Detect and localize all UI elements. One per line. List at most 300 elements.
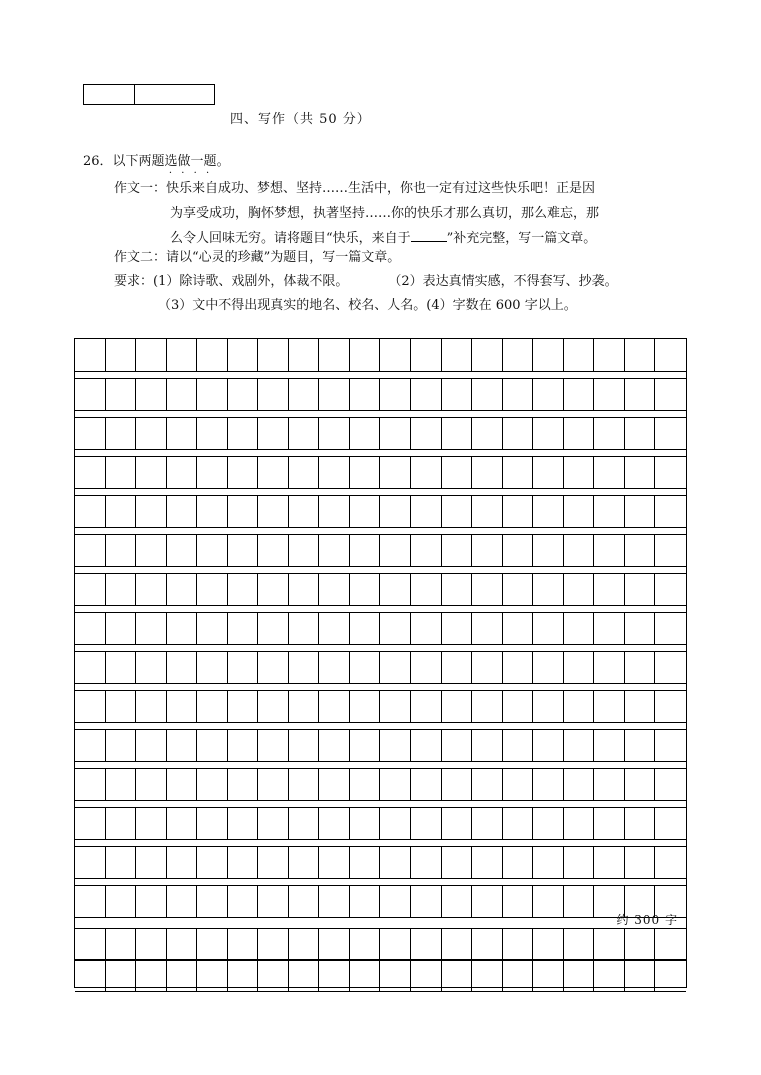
grid-cell[interactable] xyxy=(197,729,228,761)
grid-cell[interactable] xyxy=(411,417,442,449)
grid-cell[interactable] xyxy=(197,495,228,527)
grid-cell[interactable] xyxy=(75,573,106,605)
grid-cell[interactable] xyxy=(350,573,381,605)
grid-cell[interactable] xyxy=(106,729,137,761)
grid-cell[interactable] xyxy=(564,417,595,449)
grid-cell[interactable] xyxy=(350,534,381,566)
grid-cell[interactable] xyxy=(380,417,411,449)
grid-cell[interactable] xyxy=(289,959,320,991)
grid-cell[interactable] xyxy=(167,495,198,527)
grid-cell[interactable] xyxy=(411,495,442,527)
grid-cell[interactable] xyxy=(228,612,259,644)
grid-cell[interactable] xyxy=(564,885,595,917)
grid-cell[interactable] xyxy=(442,378,473,410)
grid-cell[interactable] xyxy=(533,846,564,878)
grid-cell[interactable] xyxy=(319,378,350,410)
grid-cell[interactable] xyxy=(350,928,381,960)
grid-cell[interactable] xyxy=(594,378,625,410)
grid-cell[interactable] xyxy=(258,495,289,527)
grid-cell[interactable] xyxy=(289,729,320,761)
grid-cell[interactable] xyxy=(625,417,656,449)
grid-cell[interactable] xyxy=(136,378,167,410)
grid-cell[interactable] xyxy=(472,690,503,722)
grid-cell[interactable] xyxy=(106,495,137,527)
grid-cell[interactable] xyxy=(75,378,106,410)
grid-cell[interactable] xyxy=(106,807,137,839)
grid-cell[interactable] xyxy=(350,768,381,800)
grid-cell[interactable] xyxy=(136,928,167,960)
grid-cell[interactable] xyxy=(289,768,320,800)
grid-cell[interactable] xyxy=(75,339,106,371)
grid-cell[interactable] xyxy=(197,417,228,449)
grid-cell[interactable] xyxy=(258,959,289,991)
grid-cell[interactable] xyxy=(625,768,656,800)
grid-cell[interactable] xyxy=(411,534,442,566)
grid-cell[interactable] xyxy=(197,690,228,722)
grid-cell[interactable] xyxy=(503,495,534,527)
grid-cell[interactable] xyxy=(289,378,320,410)
grid-cell[interactable] xyxy=(380,959,411,991)
grid-cell[interactable] xyxy=(350,378,381,410)
grid-cell[interactable] xyxy=(594,768,625,800)
grid-cell[interactable] xyxy=(106,928,137,960)
grid-cell[interactable] xyxy=(75,846,106,878)
grid-cell[interactable] xyxy=(625,928,656,960)
grid-cell[interactable] xyxy=(167,885,198,917)
grid-cell[interactable] xyxy=(503,846,534,878)
grid-cell[interactable] xyxy=(503,768,534,800)
grid-cell[interactable] xyxy=(472,573,503,605)
grid-cell[interactable] xyxy=(503,959,534,991)
grid-cell[interactable] xyxy=(380,690,411,722)
grid-cell[interactable] xyxy=(136,846,167,878)
grid-cell[interactable] xyxy=(655,534,686,566)
grid-cell[interactable] xyxy=(503,339,534,371)
grid-cell[interactable] xyxy=(380,807,411,839)
grid-cell[interactable] xyxy=(350,807,381,839)
grid-cell[interactable] xyxy=(167,846,198,878)
grid-cell[interactable] xyxy=(228,885,259,917)
grid-cell[interactable] xyxy=(503,690,534,722)
grid-cell[interactable] xyxy=(533,885,564,917)
grid-cell[interactable] xyxy=(228,928,259,960)
grid-cell[interactable] xyxy=(350,846,381,878)
grid-cell[interactable] xyxy=(503,729,534,761)
grid-cell[interactable] xyxy=(228,959,259,991)
grid-cell[interactable] xyxy=(380,456,411,488)
grid-cell[interactable] xyxy=(472,807,503,839)
grid-cell[interactable] xyxy=(442,417,473,449)
grid-cell[interactable] xyxy=(655,959,686,991)
grid-cell[interactable] xyxy=(533,456,564,488)
grid-cell[interactable] xyxy=(411,807,442,839)
grid-cell[interactable] xyxy=(533,573,564,605)
grid-cell[interactable] xyxy=(594,612,625,644)
grid-cell[interactable] xyxy=(197,534,228,566)
grid-cell[interactable] xyxy=(197,807,228,839)
grid-cell[interactable] xyxy=(75,612,106,644)
grid-cell[interactable] xyxy=(319,456,350,488)
grid-cell[interactable] xyxy=(533,807,564,839)
grid-cell[interactable] xyxy=(564,651,595,683)
grid-cell[interactable] xyxy=(350,417,381,449)
grid-cell[interactable] xyxy=(289,928,320,960)
grid-cell[interactable] xyxy=(167,768,198,800)
grid-cell[interactable] xyxy=(197,456,228,488)
grid-cell[interactable] xyxy=(594,729,625,761)
grid-cell[interactable] xyxy=(228,378,259,410)
grid-cell[interactable] xyxy=(319,651,350,683)
grid-cell[interactable] xyxy=(289,885,320,917)
grid-cell[interactable] xyxy=(106,417,137,449)
grid-cell[interactable] xyxy=(197,651,228,683)
grid-cell[interactable] xyxy=(136,885,167,917)
grid-cell[interactable] xyxy=(655,729,686,761)
grid-cell[interactable] xyxy=(472,534,503,566)
grid-cell[interactable] xyxy=(411,885,442,917)
grid-cell[interactable] xyxy=(655,846,686,878)
grid-cell[interactable] xyxy=(350,456,381,488)
grid-cell[interactable] xyxy=(197,959,228,991)
grid-cell[interactable] xyxy=(136,612,167,644)
grid-cell[interactable] xyxy=(442,612,473,644)
grid-cell[interactable] xyxy=(625,495,656,527)
grid-cell[interactable] xyxy=(503,378,534,410)
grid-cell[interactable] xyxy=(564,928,595,960)
grid-cell[interactable] xyxy=(197,928,228,960)
grid-cell[interactable] xyxy=(442,651,473,683)
grid-cell[interactable] xyxy=(625,690,656,722)
grid-cell[interactable] xyxy=(472,959,503,991)
grid-cell[interactable] xyxy=(533,729,564,761)
grid-cell[interactable] xyxy=(319,768,350,800)
grid-cell[interactable] xyxy=(564,495,595,527)
grid-cell[interactable] xyxy=(564,959,595,991)
grid-cell[interactable] xyxy=(503,928,534,960)
grid-cell[interactable] xyxy=(472,768,503,800)
grid-cell[interactable] xyxy=(228,651,259,683)
grid-cell[interactable] xyxy=(533,378,564,410)
grid-cell[interactable] xyxy=(380,612,411,644)
grid-cell[interactable] xyxy=(319,729,350,761)
grid-cell[interactable] xyxy=(106,885,137,917)
grid-cell[interactable] xyxy=(167,456,198,488)
grid-cell[interactable] xyxy=(319,495,350,527)
grid-cell[interactable] xyxy=(136,768,167,800)
grid-cell[interactable] xyxy=(319,807,350,839)
grid-cell[interactable] xyxy=(167,928,198,960)
grid-cell[interactable] xyxy=(350,339,381,371)
grid-cell[interactable] xyxy=(167,573,198,605)
grid-cell[interactable] xyxy=(533,495,564,527)
grid-cell[interactable] xyxy=(289,846,320,878)
grid-cell[interactable] xyxy=(289,807,320,839)
grid-cell[interactable] xyxy=(136,729,167,761)
grid-cell[interactable] xyxy=(197,339,228,371)
grid-cell[interactable] xyxy=(442,959,473,991)
grid-cell[interactable] xyxy=(503,651,534,683)
grid-cell[interactable] xyxy=(197,573,228,605)
grid-cell[interactable] xyxy=(167,651,198,683)
grid-cell[interactable] xyxy=(380,339,411,371)
grid-cell[interactable] xyxy=(380,928,411,960)
grid-cell[interactable] xyxy=(228,768,259,800)
grid-cell[interactable] xyxy=(503,885,534,917)
grid-cell[interactable] xyxy=(411,378,442,410)
grid-cell[interactable] xyxy=(289,495,320,527)
grid-cell[interactable] xyxy=(564,612,595,644)
grid-cell[interactable] xyxy=(258,456,289,488)
grid-cell[interactable] xyxy=(533,690,564,722)
grid-cell[interactable] xyxy=(136,573,167,605)
grid-cell[interactable] xyxy=(472,651,503,683)
grid-cell[interactable] xyxy=(319,339,350,371)
grid-cell[interactable] xyxy=(136,807,167,839)
grid-cell[interactable] xyxy=(228,456,259,488)
grid-cell[interactable] xyxy=(442,846,473,878)
grid-cell[interactable] xyxy=(380,768,411,800)
grid-cell[interactable] xyxy=(625,651,656,683)
grid-cell[interactable] xyxy=(258,339,289,371)
grid-cell[interactable] xyxy=(258,612,289,644)
grid-cell[interactable] xyxy=(442,456,473,488)
grid-cell[interactable] xyxy=(411,959,442,991)
grid-cell[interactable] xyxy=(594,534,625,566)
grid-cell[interactable] xyxy=(75,885,106,917)
grid-cell[interactable] xyxy=(319,573,350,605)
grid-cell[interactable] xyxy=(442,768,473,800)
grid-cell[interactable] xyxy=(106,651,137,683)
grid-cell[interactable] xyxy=(655,651,686,683)
grid-cell[interactable] xyxy=(503,534,534,566)
grid-cell[interactable] xyxy=(228,417,259,449)
grid-cell[interactable] xyxy=(319,959,350,991)
grid-cell[interactable] xyxy=(75,690,106,722)
grid-cell[interactable] xyxy=(503,612,534,644)
grid-cell[interactable] xyxy=(289,612,320,644)
grid-cell[interactable] xyxy=(228,534,259,566)
grid-cell[interactable] xyxy=(564,456,595,488)
grid-cell[interactable] xyxy=(411,690,442,722)
grid-cell[interactable] xyxy=(655,573,686,605)
grid-cell[interactable] xyxy=(167,534,198,566)
grid-cell[interactable] xyxy=(106,959,137,991)
grid-cell[interactable] xyxy=(411,651,442,683)
grid-cell[interactable] xyxy=(106,768,137,800)
grid-cell[interactable] xyxy=(289,690,320,722)
grid-cell[interactable] xyxy=(258,417,289,449)
grid-cell[interactable] xyxy=(533,959,564,991)
grid-cell[interactable] xyxy=(472,339,503,371)
grid-cell[interactable] xyxy=(472,729,503,761)
grid-cell[interactable] xyxy=(442,807,473,839)
grid-cell[interactable] xyxy=(197,768,228,800)
grid-cell[interactable] xyxy=(319,612,350,644)
grid-cell[interactable] xyxy=(655,807,686,839)
grid-cell[interactable] xyxy=(167,612,198,644)
grid-cell[interactable] xyxy=(411,612,442,644)
grid-cell[interactable] xyxy=(75,928,106,960)
grid-cell[interactable] xyxy=(564,690,595,722)
grid-cell[interactable] xyxy=(197,885,228,917)
grid-cell[interactable] xyxy=(258,928,289,960)
grid-cell[interactable] xyxy=(289,417,320,449)
grid-cell[interactable] xyxy=(625,846,656,878)
grid-cell[interactable] xyxy=(167,417,198,449)
grid-cell[interactable] xyxy=(75,495,106,527)
grid-cell[interactable] xyxy=(258,573,289,605)
grid-cell[interactable] xyxy=(655,417,686,449)
grid-cell[interactable] xyxy=(258,690,289,722)
grid-cell[interactable] xyxy=(442,573,473,605)
grid-cell[interactable] xyxy=(442,729,473,761)
grid-cell[interactable] xyxy=(564,729,595,761)
grid-cell[interactable] xyxy=(228,729,259,761)
grid-cell[interactable] xyxy=(136,690,167,722)
grid-cell[interactable] xyxy=(197,612,228,644)
grid-cell[interactable] xyxy=(167,729,198,761)
grid-cell[interactable] xyxy=(350,690,381,722)
grid-cell[interactable] xyxy=(197,846,228,878)
grid-cell[interactable] xyxy=(136,651,167,683)
grid-cell[interactable] xyxy=(533,417,564,449)
grid-cell[interactable] xyxy=(442,534,473,566)
grid-cell[interactable] xyxy=(594,807,625,839)
grid-cell[interactable] xyxy=(411,846,442,878)
grid-cell[interactable] xyxy=(655,378,686,410)
grid-cell[interactable] xyxy=(442,690,473,722)
grid-cell[interactable] xyxy=(594,651,625,683)
grid-cell[interactable] xyxy=(472,495,503,527)
grid-cell[interactable] xyxy=(228,573,259,605)
grid-cell[interactable] xyxy=(289,534,320,566)
grid-cell[interactable] xyxy=(350,959,381,991)
grid-cell[interactable] xyxy=(228,846,259,878)
grid-cell[interactable] xyxy=(594,495,625,527)
grid-cell[interactable] xyxy=(655,768,686,800)
grid-cell[interactable] xyxy=(625,534,656,566)
grid-cell[interactable] xyxy=(136,339,167,371)
grid-cell[interactable] xyxy=(258,378,289,410)
grid-cell[interactable] xyxy=(136,456,167,488)
grid-cell[interactable] xyxy=(106,846,137,878)
grid-cell[interactable] xyxy=(136,417,167,449)
grid-cell[interactable] xyxy=(350,885,381,917)
grid-cell[interactable] xyxy=(350,612,381,644)
grid-cell[interactable] xyxy=(564,846,595,878)
grid-cell[interactable] xyxy=(594,928,625,960)
grid-cell[interactable] xyxy=(594,456,625,488)
grid-cell[interactable] xyxy=(503,807,534,839)
grid-cell[interactable] xyxy=(289,651,320,683)
grid-cell[interactable] xyxy=(380,885,411,917)
grid-cell[interactable] xyxy=(625,807,656,839)
grid-cell[interactable] xyxy=(106,456,137,488)
grid-cell[interactable] xyxy=(75,651,106,683)
grid-cell[interactable] xyxy=(533,534,564,566)
grid-cell[interactable] xyxy=(594,959,625,991)
grid-cell[interactable] xyxy=(106,690,137,722)
grid-cell[interactable] xyxy=(533,651,564,683)
grid-cell[interactable] xyxy=(167,690,198,722)
grid-cell[interactable] xyxy=(625,612,656,644)
grid-cell[interactable] xyxy=(411,768,442,800)
grid-cell[interactable] xyxy=(75,959,106,991)
grid-cell[interactable] xyxy=(106,534,137,566)
grid-cell[interactable] xyxy=(167,807,198,839)
grid-cell[interactable] xyxy=(167,959,198,991)
grid-cell[interactable] xyxy=(258,651,289,683)
grid-cell[interactable] xyxy=(411,573,442,605)
grid-cell[interactable] xyxy=(106,612,137,644)
grid-cell[interactable] xyxy=(380,495,411,527)
grid-cell[interactable] xyxy=(503,417,534,449)
grid-cell[interactable] xyxy=(472,928,503,960)
grid-cell[interactable] xyxy=(655,612,686,644)
grid-cell[interactable] xyxy=(594,573,625,605)
grid-cell[interactable] xyxy=(564,339,595,371)
grid-cell[interactable] xyxy=(136,495,167,527)
grid-cell[interactable] xyxy=(472,378,503,410)
grid-cell[interactable] xyxy=(258,768,289,800)
grid-cell[interactable] xyxy=(319,885,350,917)
grid-cell[interactable] xyxy=(167,378,198,410)
grid-cell[interactable] xyxy=(442,495,473,527)
grid-cell[interactable] xyxy=(380,534,411,566)
grid-cell[interactable] xyxy=(655,495,686,527)
grid-cell[interactable] xyxy=(228,690,259,722)
grid-cell[interactable] xyxy=(197,378,228,410)
grid-cell[interactable] xyxy=(472,456,503,488)
grid-cell[interactable] xyxy=(503,573,534,605)
grid-cell[interactable] xyxy=(75,417,106,449)
grid-cell[interactable] xyxy=(655,690,686,722)
grid-cell[interactable] xyxy=(472,885,503,917)
grid-cell[interactable] xyxy=(258,729,289,761)
grid-cell[interactable] xyxy=(350,729,381,761)
grid-cell[interactable] xyxy=(472,846,503,878)
grid-cell[interactable] xyxy=(258,846,289,878)
grid-cell[interactable] xyxy=(350,651,381,683)
grid-cell[interactable] xyxy=(258,885,289,917)
grid-cell[interactable] xyxy=(350,495,381,527)
grid-cell[interactable] xyxy=(380,846,411,878)
grid-cell[interactable] xyxy=(289,339,320,371)
grid-cell[interactable] xyxy=(411,339,442,371)
grid-cell[interactable] xyxy=(564,534,595,566)
grid-cell[interactable] xyxy=(228,339,259,371)
grid-cell[interactable] xyxy=(442,339,473,371)
grid-cell[interactable] xyxy=(258,807,289,839)
grid-cell[interactable] xyxy=(411,928,442,960)
grid-cell[interactable] xyxy=(594,690,625,722)
grid-cell[interactable] xyxy=(106,378,137,410)
grid-cell[interactable] xyxy=(625,729,656,761)
grid-cell[interactable] xyxy=(564,573,595,605)
grid-cell[interactable] xyxy=(655,928,686,960)
grid-cell[interactable] xyxy=(533,339,564,371)
grid-cell[interactable] xyxy=(594,846,625,878)
grid-cell[interactable] xyxy=(442,928,473,960)
grid-cell[interactable] xyxy=(411,456,442,488)
grid-cell[interactable] xyxy=(75,729,106,761)
grid-cell[interactable] xyxy=(289,456,320,488)
grid-cell[interactable] xyxy=(75,807,106,839)
grid-cell[interactable] xyxy=(228,495,259,527)
grid-cell[interactable] xyxy=(564,768,595,800)
grid-cell[interactable] xyxy=(625,959,656,991)
grid-cell[interactable] xyxy=(594,417,625,449)
